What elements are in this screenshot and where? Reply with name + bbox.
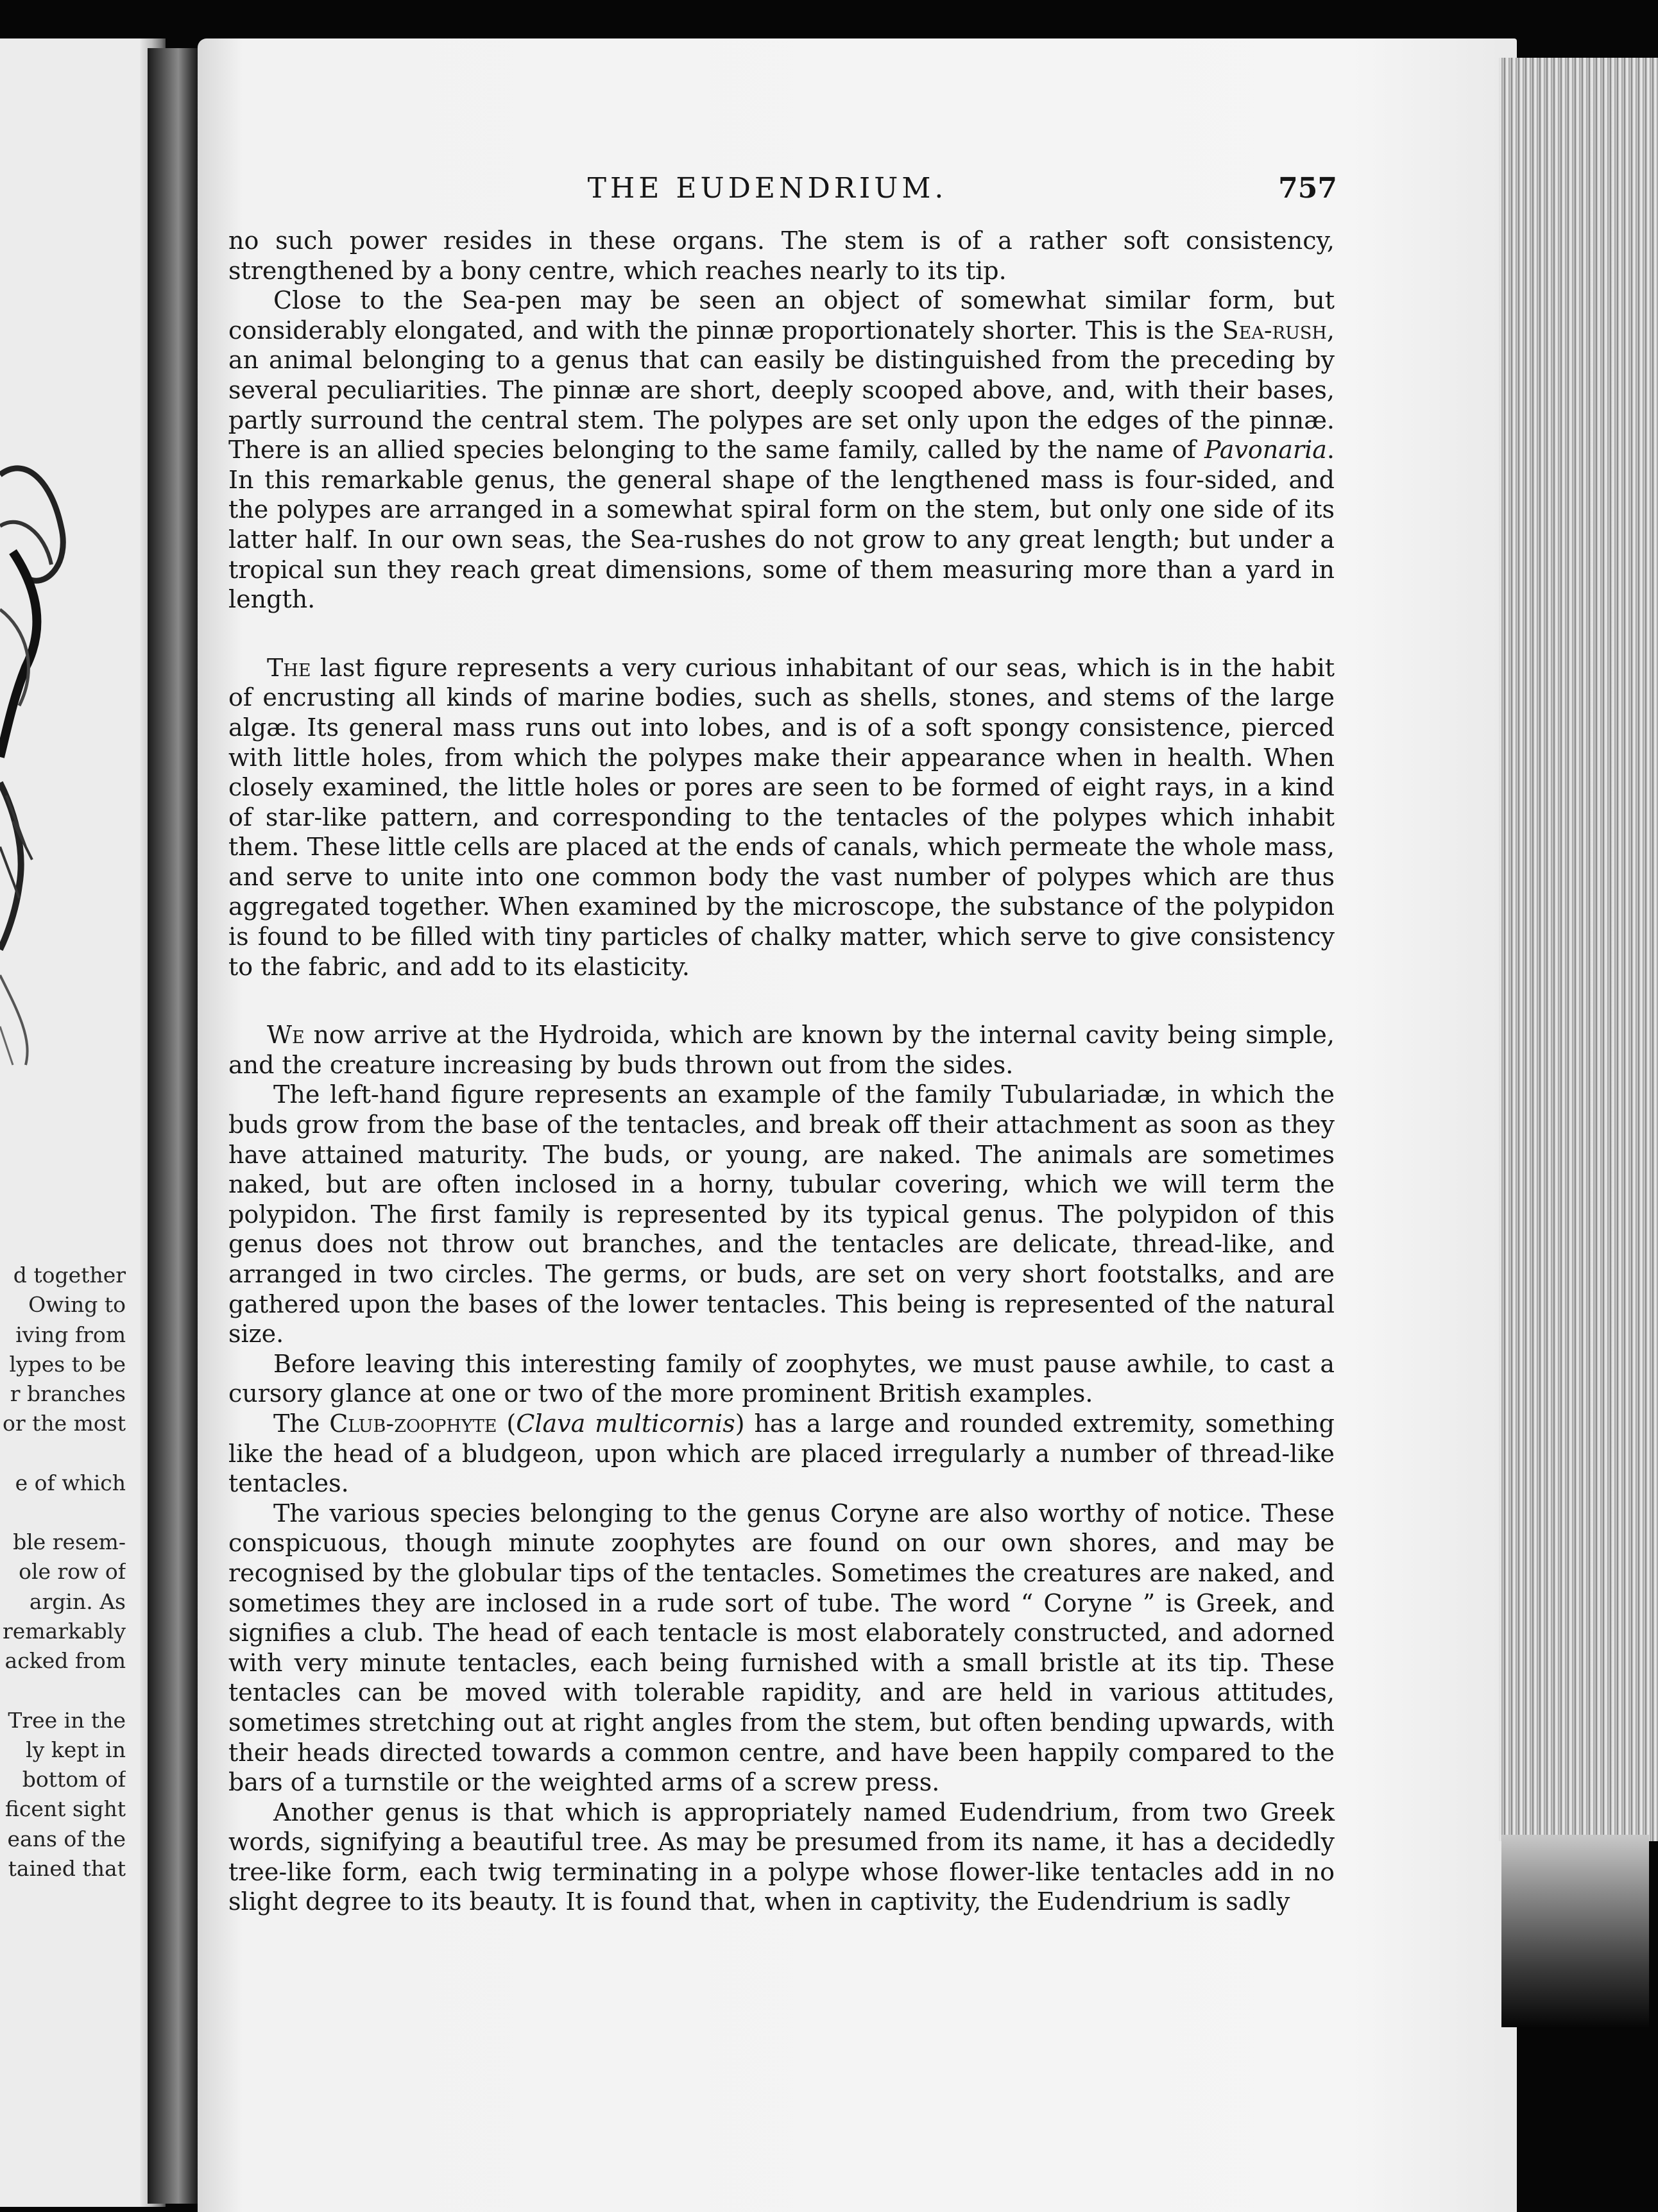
left-fragment: eans of the [7,1826,126,1851]
running-head: THE EUDENDRIUM. [587,172,948,205]
paragraph [228,285,1335,615]
small-caps-term: Club-zoophyte [329,1409,497,1438]
small-caps-lead: The [267,653,311,682]
small-caps-term: Sea-rush [1222,316,1327,345]
book-spine [148,48,199,2204]
left-fragment: ficent sight [4,1796,126,1822]
body-text [228,226,1335,1917]
left-fragment: ly kept in [26,1737,126,1762]
paragraph-text: , an animal belonging to a genus that can easily be distinguished from the preceding by several peculiarities. The pinnæ are short, deeply scooped above, and, with their bases, partly surround the central stem. The polypes are set only upon the edges of the pinnæ. There is an allied species belonging to the same family, called by the name of [228,316,1335,464]
left-fragment: r branches [10,1381,126,1407]
left-fragment: iving from [15,1322,126,1347]
italic-term: Pavonaria [1204,436,1327,464]
small-caps-lead: We [267,1021,305,1050]
paragraph: The various species belonging to the genus Coryne are also worthy of notice. These conspicuous, though minute zoophytes are found on our own shores, and may be recognised by the globular tips of the tentacles. Sometimes the creatures are naked, and sometimes they are inclosed in a rude sort of tube. The word “ Coryne ” is Greek, and signifies a club. The head of each tentacle is most elaborately constructed, and adorned with very minute tentacles, each being furnished with a small bristle at its tip. These tentacles can be moved with tolerable rapidity, and are held in various attitudes, sometimes stretching out at right angles from the stem, but often bending upwards, with their heads directed towards a common centre, and have been happily compared to the bars of a turnstile or the weighted arms of a screw press. [228,1499,1335,1797]
paragraph: Before leaving this interesting family of zoophytes, we must pause awhile, to cast a cursory glance at one or two of the more prominent British examples. [228,1349,1335,1408]
left-fragment: ble resem- [13,1529,126,1555]
engraving-fragment [0,398,77,1078]
left-fragment: ole row of [19,1559,126,1585]
left-fragment: acked from [4,1648,126,1674]
paragraph-text: . In this remarkable genus, the general shape of the lengthened mass is four-sided, and the polypes are arranged in a somewhat spiral form on the stem, but only one side of its latter half. In our own seas, the Sea-rushes do not grow to any great length; but under a tropical sun they reach great dimensions, some of them measuring more than a yard in length. [228,436,1335,614]
paragraph-text: ) has a large and rounded extremity, something like the head of a bludgeon, upon which are placed irregularly a number of thread-like tentacles. [228,1409,1335,1498]
italic-term: Clava multicornis [516,1409,735,1438]
paragraph: no such power resides in these organs. The stem is of a rather soft consistency, strengthened by a bony centre, which reaches nearly to its tip. [228,226,1335,285]
paragraph: The left-hand figure represents an example of the family Tubulariadæ, in which the buds grow from the base of the tentacles, and break off their attachment as soon as they have attained maturity. The buds, or young, are naked. The animals are sometimes naked, but are often inclosed in a horny, tubular covering, which we will term the polypidon. The first family is represented by its typical genus. The polypidon of this genus does not throw out branches, and the tentacles are delicate, thread-like, and arranged in two circles. The germs, or buds, are set on very short footstalks, and are gathered upon the bases of the lower tentacles. This being is represented of the natural size. [228,1080,1335,1348]
left-fragment: e of which [15,1470,126,1495]
paragraph-text: ( [497,1409,517,1438]
left-fragment: or the most [2,1411,126,1436]
left-fragment: Owing to [28,1292,126,1318]
left-fragment: remarkably [2,1618,126,1644]
page-header [198,172,1337,221]
paragraph [228,1409,1335,1499]
paragraph-text: now arrive at the Hydroida, which are known by the internal cavity being simple, and the creature increasing by buds thrown out from the sides. [228,1021,1335,1079]
left-fragment: lypes to be [9,1351,126,1377]
page-edges-shadow [1501,1835,1649,2027]
paragraph [228,1020,1335,1080]
left-fragment: tained that [8,1856,126,1882]
paragraph-text: The [273,1409,330,1438]
left-page-text [0,1261,126,1884]
left-fragment: argin. As [29,1588,126,1614]
paragraph [228,653,1335,982]
left-fragment: d together [13,1263,126,1288]
paragraph: Another genus is that which is appropriately named Eudendrium, from two Greek words, signifying a beautiful tree. As may be presumed from its name, it has a decidedly tree-like form, each twig terminating in a polype whose flower-like tentacles add in no slight degree to its beauty. It is found that, when in captivity, the Eudendrium is sadly [228,1798,1335,1916]
page-edges [1499,58,1658,1841]
left-page [0,38,166,2207]
left-fragment: bottom of [22,1767,126,1792]
paragraph-text: Close to the Sea-pen may be seen an object of somewhat similar form, but considerably elongated, and with the pinnæ proportionately shorter. This is the [228,286,1335,345]
left-fragment: Tree in the [8,1707,126,1733]
page-number: 757 [1278,172,1337,205]
paragraph-text: last figure represents a very curious inhabitant of our seas, which is in the habit of encrusting all kinds of marine bodies, such as shells, stones, and stems of the large algæ. Its general mass runs out into lobes, and is of a soft spongy consistence, pierced with little holes, from which the polypes make their appearance when in health. When closely examined, the little holes or pores are seen to be formed of eight rays, in a kind of star-like pattern, and corresponding to the tentacles of the polypes which inhabit them. These little cells are placed at the ends of canals, which permeate the whole mass, and serve to unite into one common body the vast number of polypes which are thus aggregated together. When examined by the microscope, the substance of the polypidon is found to be filled with tiny particles of chalky matter, which serve to give consistency to the fabric, and add to its elasticity. [228,653,1335,981]
